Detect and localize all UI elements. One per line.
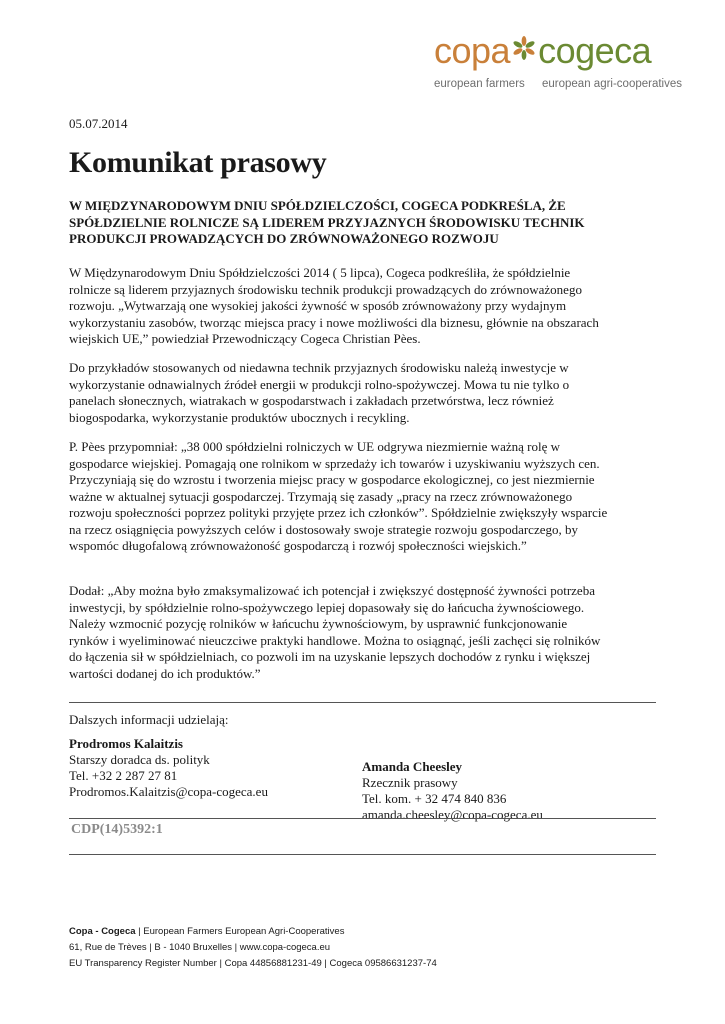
contact-email: amanda.cheesley@copa-cogeca.eu bbox=[362, 807, 543, 822]
contact-email: Prodromos.Kalaitzis@copa-cogeca.eu bbox=[69, 784, 268, 799]
contact-name: Prodromos Kalaitzis bbox=[69, 736, 183, 751]
contact-kalaitzis bbox=[69, 736, 268, 800]
copa-cogeca-logo bbox=[430, 28, 683, 98]
footer-address: 61, Rue de Trèves | B - 1040 Bruxelles | www.copa-cogeca.eu bbox=[69, 942, 331, 953]
release-date: 05.07.2014 bbox=[69, 116, 128, 131]
body-paragraph-2: Do przykładów stosowanych od niedawna technik przyjaznych środowisku należą inwestycje w wykorzystanie odnawialnych źródeł energii w produkcji rolno-spożywczej. Mowa tu nie tylko o panelach słonecznych, wiatrakach w gospodarstwach i zakładach przetwórstwa, lecz również biogospodarka, wykorzystanie produktów ubocznych i recykling. bbox=[69, 360, 570, 425]
body-paragraph-3: P. Pèes przypomniał: „38 000 spółdzielni rolniczych w UE odgrywa niezmiernie ważną rolę w gospodarce wiejskiej. Pomagają one rolnikom w sprzedaży ich towarów i uzyskiwaniu wyższych cen. Przyczyniają się do wzrostu i tworzenia miejsc pracy w gospodarce ekologicznej, co jest niezmiernie ważne w aktualnej sytuacji gospodarczej. Trzymają się zasady „pracy na rzecz zrównoważonego rozwoju społeczności poprzez polityki przyjęte przez ich członków”. Spółdzielnie zwiększyły wsparcie na rzecz osiągnięcia powyższych celów i dostosowały swoje strategie rozwoju gospodarczego, by wspomóc długofalową zrównoważoność gospodarczą i rozwój społeczności wiejskich.” bbox=[69, 439, 608, 553]
contact-phone: Tel. +32 2 287 27 81 bbox=[69, 768, 178, 783]
footer-register: EU Transparency Register Number | Copa 44856881231-49 | Cogeca 09586631237-74 bbox=[69, 958, 437, 969]
contact-phone: Tel. kom. + 32 474 840 836 bbox=[362, 791, 507, 806]
contact-cheesley bbox=[362, 759, 543, 823]
logo-subtitle-cooperatives: european agri-cooperatives bbox=[542, 78, 683, 90]
page-title: Komunikat prasowy bbox=[69, 146, 327, 179]
divider-top bbox=[69, 702, 656, 703]
contact-name: Amanda Cheesley bbox=[362, 759, 463, 774]
page-footer bbox=[69, 924, 437, 972]
logo-copa-text: copa bbox=[434, 30, 511, 71]
document-reference: CDP(14)5392:1 bbox=[71, 822, 163, 837]
body-paragraph-4: Dodał: „Aby można było zmaksymalizować ich potencjał i zwiększyć dostępność żywności potrzeba inwestycji, by spółdzielnie rolno-spożywczego lepiej dopasowały się do łańcucha żywnościowego. Należy wzmocnić pozycję rolników w łańcuchu żywnościowym, by usprawnić funkcjonowanie rynków i wyeliminować nieuczciwe praktyki handlowe. Można to osiągnąć, jeśli zachęci się rolników do łączenia sił w spółdzielniach, co pozwoli im na uzyskanie lepszych dochodów z rynku i większej wartości dodanej do ich produktów.” bbox=[69, 583, 601, 681]
contact-role: Starszy doradca ds. polityk bbox=[69, 752, 210, 767]
press-headline: W MIĘDZYNARODOWYM DNIU SPÓŁDZIELCZOŚCI, COGECA PODKREŚLA, ŻE SPÓŁDZIELNIE ROLNICZE SĄ LIDEREM PRZYJAZNYCH ŚRODOWISKU TECHNIK PRODUKCJI PROWADZĄCYCH DO ZRÓWNOWAŻONEGO ROZWOJU bbox=[69, 198, 585, 246]
contact-role: Rzecznik prasowy bbox=[362, 775, 458, 790]
logo-cogeca-text: cogeca bbox=[538, 30, 652, 71]
footer-org: Copa - Cogeca bbox=[69, 926, 136, 937]
logo-wordmark bbox=[434, 28, 651, 74]
logo-star-icon bbox=[511, 35, 537, 61]
footer-tagline: | European Farmers European Agri-Cooperatives bbox=[135, 926, 345, 937]
divider-bottom bbox=[69, 854, 656, 855]
logo-subtitle-farmers: european farmers bbox=[434, 78, 525, 90]
contacts-label: Dalszych informacji udzielają: bbox=[69, 712, 229, 727]
footer-line-1 bbox=[69, 924, 437, 940]
body-paragraph-1: W Międzynarodowym Dniu Spółdzielczości 2014 ( 5 lipca), Cogeca podkreśliła, że spółdzielnie rolnicze są liderem przyjaznych środowisku technik produkcji prowadzących do zrównoważonego rozwoju. „Wytwarzają one wysokiej jakości żywność w sposób zrównoważony przy wydajnym wykorzystaniu zasobów, tworząc miejsca pracy i nowe możliwości dla biznesu, głównie na obszarach wiejskich UE,” powiedział Przewodniczący Cogeca Christian Pèes. bbox=[69, 265, 599, 346]
divider-middle bbox=[69, 818, 656, 819]
